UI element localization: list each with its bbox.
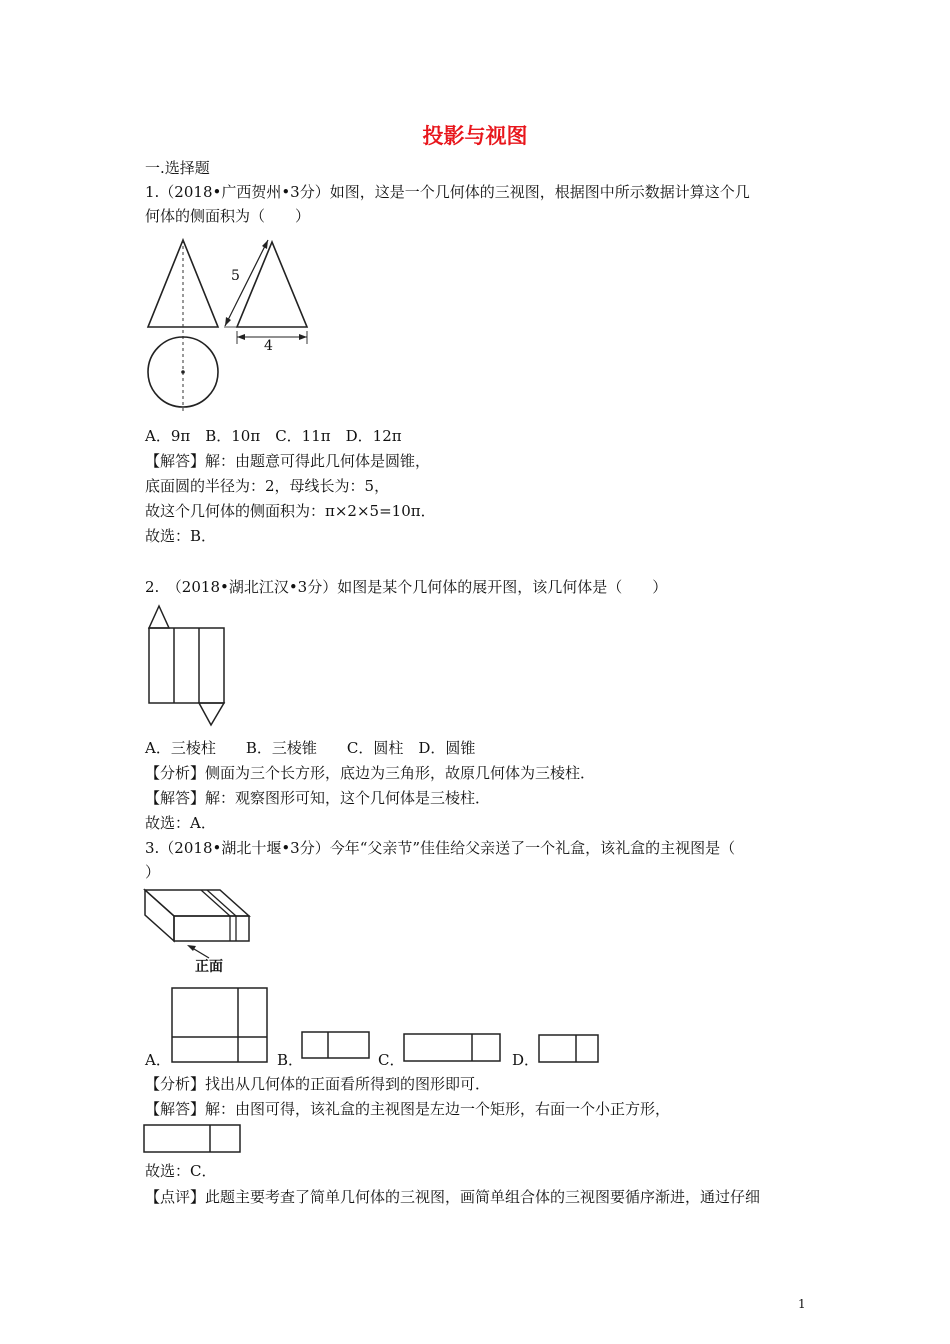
q2-analysis-line-3: 故选：A． bbox=[145, 814, 216, 832]
q3-option-c-label: C． bbox=[378, 1051, 405, 1069]
q3-comment: 【点评】此题主要考查了简单几何体的三视图，画简单组合体的三视图要循序渐进，通过仔细 bbox=[145, 1188, 761, 1206]
q2-top-triangle bbox=[149, 606, 169, 628]
q3-option-b-label: B． bbox=[277, 1051, 304, 1069]
q3-analysis-line-1: 【分析】找出从几何体的正面看所得到的图形即可． bbox=[145, 1075, 491, 1093]
q3-text-line-2: ） bbox=[145, 863, 161, 881]
page-title: 投影与视图 bbox=[422, 123, 528, 148]
q1-text-line-2: 何体的侧面积为（ ） bbox=[145, 207, 311, 225]
q2-text-line-1: 2. （2018•湖北江汉•3分）如图是某个几何体的展开图，该几何体是（ ） bbox=[145, 578, 668, 596]
q2-analysis-line-2: 【解答】解：观察图形可知，这个几何体是三棱柱． bbox=[145, 789, 491, 807]
q1-text-line-1: 1.（2018•广西贺州•3分）如图，这是一个几何体的三视图，根据图中所示数据计算这个几 bbox=[145, 183, 750, 201]
q3-answer-figure bbox=[143, 1124, 243, 1155]
q3-choice: 故选：C． bbox=[145, 1162, 217, 1180]
q2-options: A．三棱柱 B．三棱锥 C．圆柱 D．圆锥 bbox=[145, 739, 476, 757]
page-number: 1 bbox=[798, 1297, 806, 1311]
q3-text-line-1: 3.（2018•湖北十堰•3分）今年“父亲节”佳佳给父亲送了一个礼盒，该礼盒的主视图是（ bbox=[145, 839, 736, 857]
q3-option-b-figure bbox=[301, 1031, 371, 1061]
q3-option-c-figure bbox=[403, 1033, 502, 1063]
q3-option-d-figure bbox=[538, 1034, 600, 1064]
q2-analysis-line-1: 【分析】侧面为三个长方形，底边为三角形，故原几何体为三棱柱． bbox=[145, 764, 596, 782]
q1-answer-line-1: 【解答】解：由题意可得此几何体是圆锥， bbox=[145, 452, 431, 470]
section-heading: 一.选择题 bbox=[145, 159, 210, 177]
q1-answer-line-3: 故这个几何体的侧面积为：π×2×5=10π． bbox=[145, 502, 436, 520]
q1-answer-line-2: 底面圆的半径为：2，母线长为：5， bbox=[145, 477, 390, 495]
q3-gift-box-figure bbox=[143, 888, 253, 960]
q2-net-figure bbox=[145, 604, 230, 728]
q1-answer-line-4: 故选：B． bbox=[145, 527, 217, 545]
q1-base-width-label: 4 bbox=[264, 338, 273, 354]
q3-option-a-label: A． bbox=[145, 1051, 171, 1069]
q2-bottom-triangle bbox=[199, 703, 224, 725]
q1-side-view-triangle bbox=[237, 242, 307, 327]
q3-front-face-label: 正面 bbox=[195, 959, 223, 975]
q3-option-a-figure bbox=[171, 987, 269, 1065]
q3-analysis-line-2: 【解答】解：由图可得，该礼盒的主视图是左边一个矩形，右面一个小正方形， bbox=[145, 1100, 671, 1118]
q1-three-view-figure bbox=[140, 236, 315, 414]
q2-side-rectangles bbox=[149, 628, 224, 703]
q3-option-d-label: D． bbox=[512, 1051, 540, 1069]
q1-slant-height-label: 5 bbox=[231, 268, 240, 284]
q1-options: A．9π B．10π C．11π D．12π bbox=[145, 427, 402, 445]
